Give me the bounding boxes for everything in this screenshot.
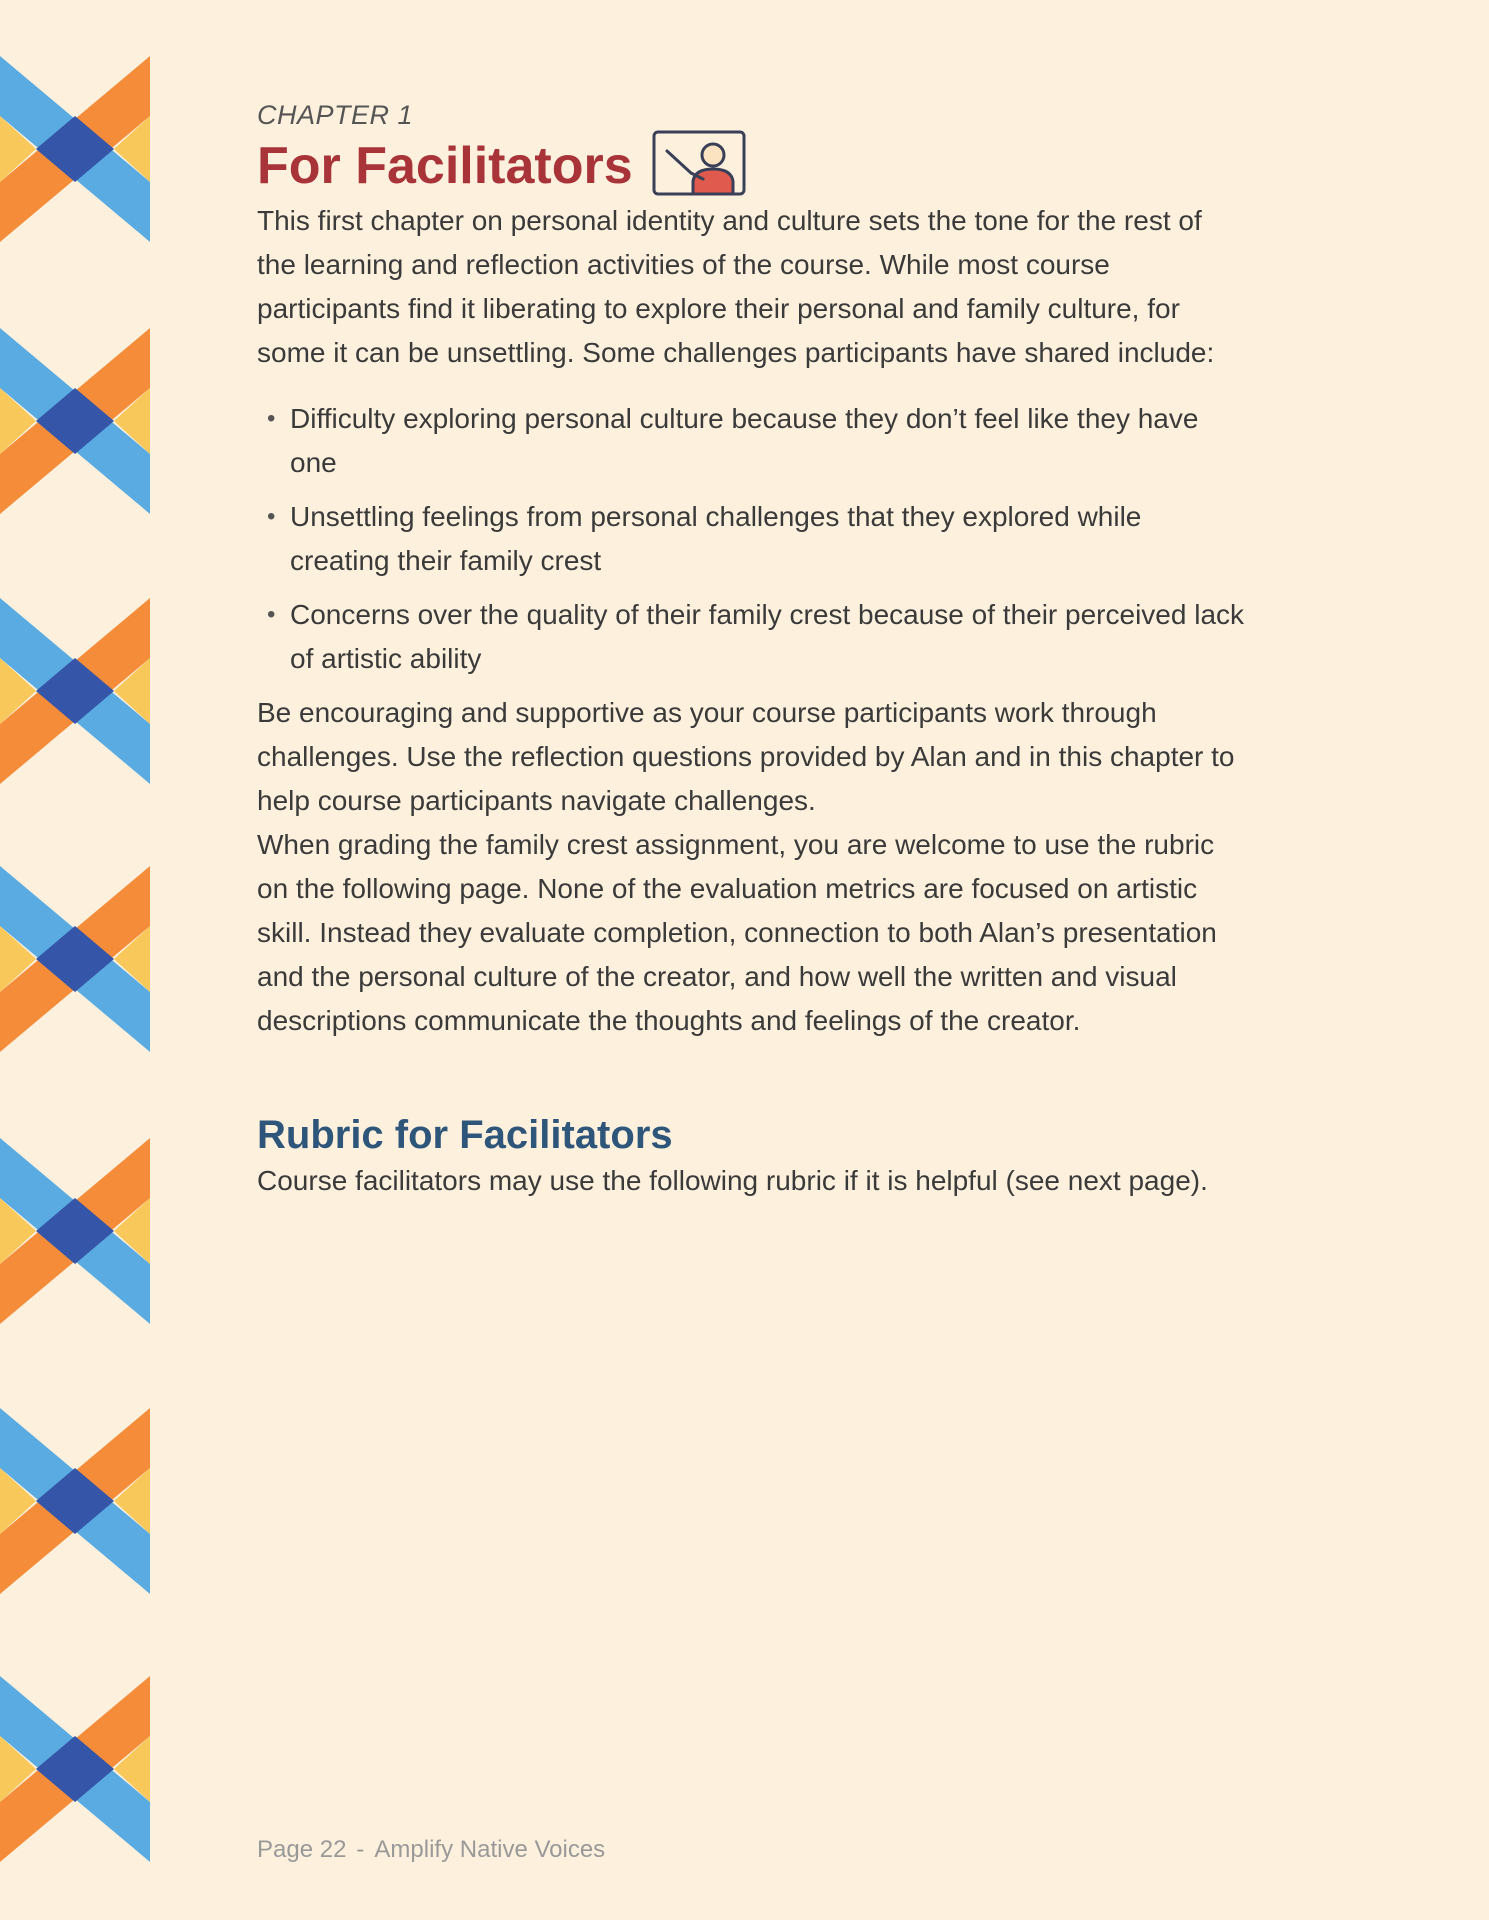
footer-separator: - — [356, 1836, 365, 1863]
title-row — [257, 133, 1247, 199]
publication-name: Amplify Native Voices — [374, 1836, 606, 1863]
presenter-whiteboard-icon — [651, 129, 747, 197]
x-pattern-icon — [0, 1676, 150, 1862]
list-item: • Concerns over the quality of their family crest because of their perceived lack of artistic ability — [257, 593, 1247, 681]
x-pattern-icon — [0, 598, 150, 784]
page-content — [257, 98, 1247, 1203]
x-pattern-icon — [0, 1138, 150, 1324]
rubric-paragraph: Course facilitators may use the following rubric if it is helpful (see next page). — [257, 1165, 1208, 1196]
page-number: Page 22 — [257, 1836, 347, 1863]
page-title: For Facilitators — [257, 137, 633, 195]
list-item: • Unsettling feelings from personal challenges that they explored while creating their family crest — [257, 495, 1247, 583]
x-pattern-icon — [0, 1408, 150, 1594]
x-pattern-icon — [0, 866, 150, 1052]
encouragement-paragraph: Be encouraging and supportive as your course participants work through challenges. Use the reflection questions provided by Alan and in this chapter to help course participants navigate challenges. — [257, 697, 1235, 816]
x-pattern-icon — [0, 328, 150, 514]
list-item: • Difficulty exploring personal culture because they don’t feel like they have one — [257, 397, 1247, 485]
challenges-list — [257, 397, 1247, 681]
chapter-label: CHAPTER 1 — [257, 100, 414, 130]
rubric-heading: Rubric for Facilitators — [257, 1113, 673, 1157]
page-footer — [257, 1836, 605, 1864]
grading-paragraph: When grading the family crest assignment, you are welcome to use the rubric on the following page. None of the evaluation metrics are focused on artistic skill. Instead they evaluate completion, connection to both Alan’s presentation and the personal culture of the creator, and how well the written and visual descriptions communicate the thoughts and feelings of the creator. — [257, 829, 1217, 1036]
decorative-border — [0, 0, 160, 1920]
x-pattern-icon — [0, 56, 150, 242]
intro-paragraph: This first chapter on personal identity and culture sets the tone for the rest of the learning and reflection activities of the course. While most course participants find it liberating to explore their personal and family culture, for some it can be unsettling. Some challenges participants have shared include: — [257, 205, 1215, 368]
